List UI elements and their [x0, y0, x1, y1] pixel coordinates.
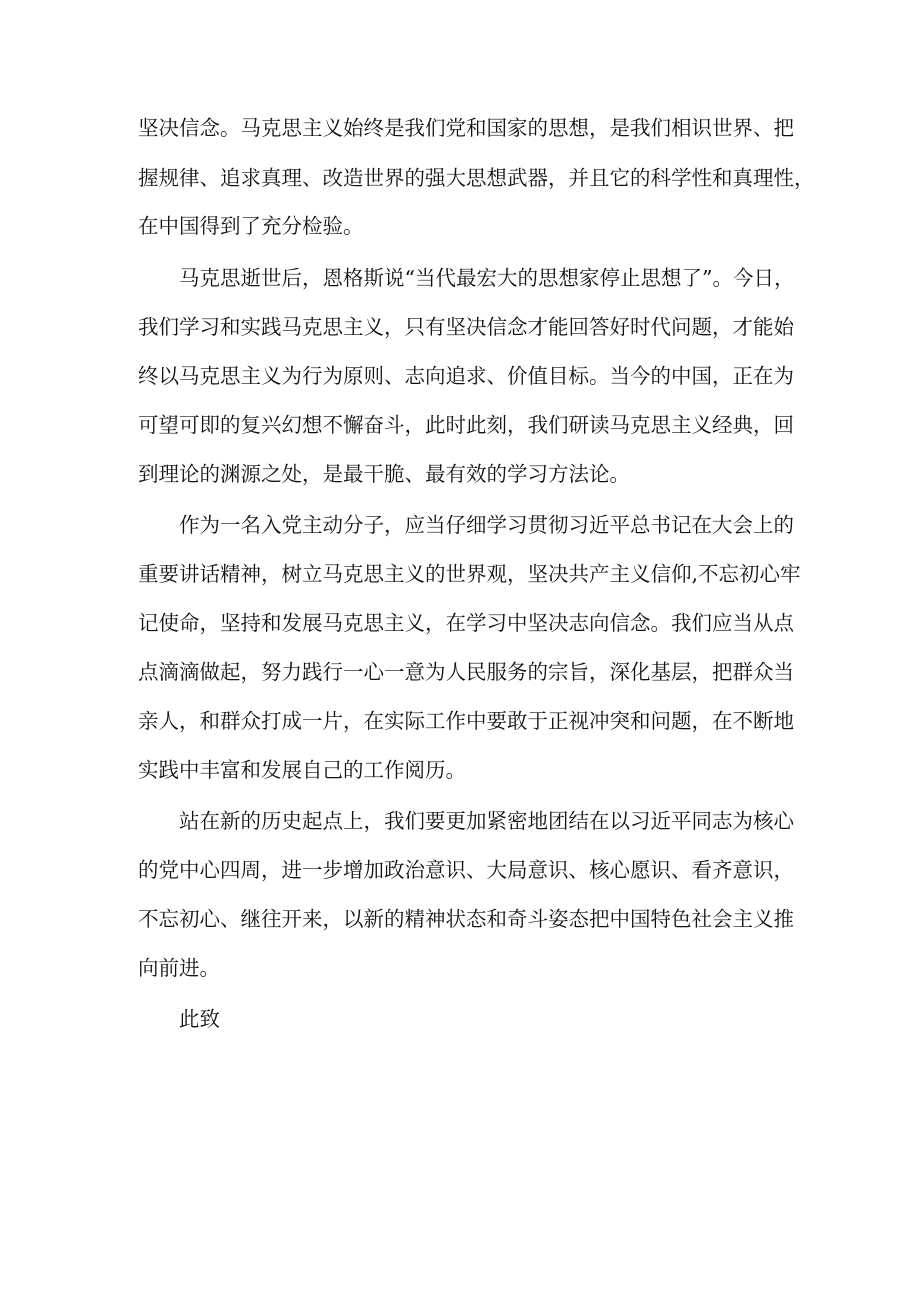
text-line: 作为一名入党主动分子，应当仔细学习贯彻习近平总书记在大会上的	[179, 513, 794, 537]
closing-salutation: 此致	[179, 1007, 220, 1031]
text-line: 重要讲话精神，树立马克思主义的世界观，坚决共产主义信仰,不忘初心牢	[138, 562, 801, 586]
text-line: 马克思逝世后，恩格斯说“当代最宏大的思想家停止思想了”。今日，	[179, 266, 795, 290]
text-line: 可望可即的复兴幻想不懈奋斗，此时此刻，我们研读马克思主义经典，回	[138, 413, 794, 437]
text-line: 向前进。	[138, 956, 220, 980]
text-line: 点滴滴做起，努力践行一心一意为人民服务的宗旨，深化基层，把群众当	[138, 660, 794, 684]
text-line: 的党中心四周，进一步增加政治意识、大局意识、核心愿识、看齐意识，	[138, 858, 794, 882]
text-line: 站在新的历史起点上，我们要更加紧密地团结在以习近平同志为核心	[179, 809, 794, 833]
text-line: 不忘初心、继往开来，以新的精神状态和奇斗姿态把中国特色社会主义推	[138, 907, 794, 931]
text-line: 实践中丰富和发展自己的工作阅历。	[138, 758, 466, 782]
text-line: 记使命，坚持和发展马克思主义，在学习中坚决志向信念。我们应当从点	[138, 611, 794, 635]
text-line: 终以马克思主义为行为原则、志向追求、价值目标。当今的中国，正在为	[138, 364, 794, 388]
text-line: 在中国得到了充分检验。	[138, 214, 364, 238]
text-line: 亲人，和群众打成一片，在实际工作中要敢于正视冲突和问题，在不断地	[138, 709, 794, 733]
text-line: 坚决信念。马克思主义始终是我们党和国家的思想，是我们相识世界、把	[138, 116, 794, 140]
text-line: 我们学习和实践马克思主义，只有坚决信念才能回答好时代问题，才能始	[138, 315, 794, 339]
text-line: 握规律、追求真理、改造世界的强大思想武器，并且它的科学性和真理性，	[138, 166, 815, 190]
text-line: 到理论的渊源之处，是最干脆、最有效的学习方法论。	[138, 462, 630, 486]
